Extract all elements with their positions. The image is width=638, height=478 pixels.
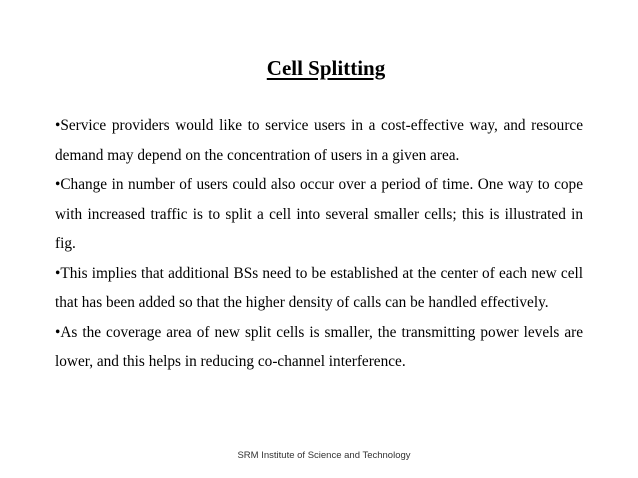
bullet-paragraph: •Service providers would like to service users in a cost-effective way, and resource demand may depend on the concentration of users in a given area.: [55, 117, 583, 164]
bullet-paragraph: •This implies that additional BSs need to be established at the center of each new cell that has been added so that the higher density of calls can be handled effectively.: [55, 264, 583, 311]
slide-title: Cell Splitting: [266, 56, 386, 80]
slide-footer: SRM Institute of Science and Technology: [237, 450, 411, 461]
slide-body: [55, 111, 583, 377]
bullet-paragraph: •Change in number of users could also occur over a period of time. One way to cope with increased traffic is to split a cell into several smaller cells; this is illustrated in fig.: [55, 176, 583, 252]
bullet-paragraph: •As the coverage area of new split cells is smaller, the transmitting power levels are lower, and this helps in reducing co-channel interference.: [55, 323, 583, 370]
